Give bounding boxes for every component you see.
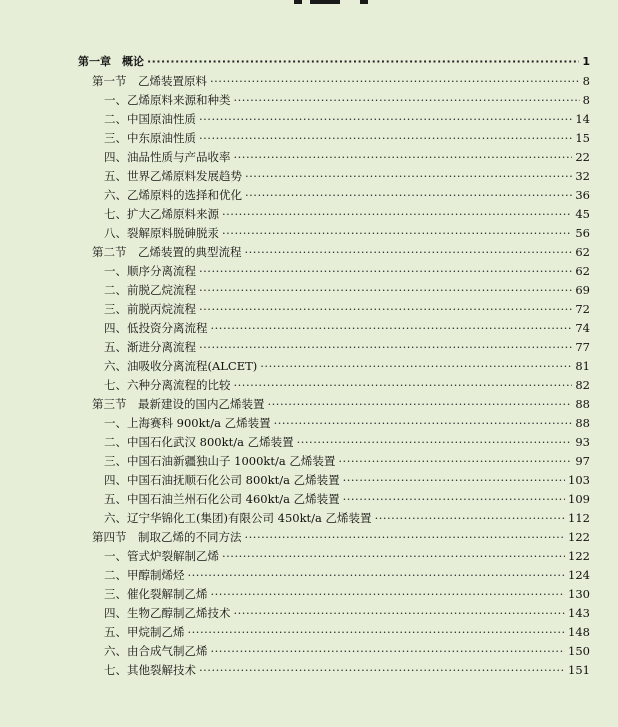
toc-leader-dots bbox=[260, 359, 572, 373]
toc-label: 二、中国石化武汉 800kt/a 乙烯装置 bbox=[104, 435, 294, 449]
toc-item[interactable] bbox=[78, 430, 590, 449]
toc-leader-dots bbox=[245, 530, 566, 544]
toc-leader-dots bbox=[199, 131, 572, 145]
toc-page-number: 97 bbox=[575, 454, 590, 468]
toc-leader-dots bbox=[245, 169, 572, 183]
toc-leader-dots bbox=[245, 188, 572, 202]
toc-page-number: 56 bbox=[575, 226, 590, 240]
toc-leader-dots bbox=[211, 644, 566, 658]
toc-page-number: 103 bbox=[568, 473, 590, 487]
toc-chapter[interactable] bbox=[78, 45, 590, 69]
toc-page-number: 72 bbox=[575, 302, 590, 316]
toc-label: 四、中国石油抚顺石化公司 800kt/a 乙烯装置 bbox=[104, 473, 340, 487]
toc-leader-dots bbox=[297, 435, 573, 449]
toc-leader-dots bbox=[338, 454, 572, 468]
toc-page-number: 45 bbox=[575, 207, 590, 221]
toc-label: 七、扩大乙烯原料来源 bbox=[104, 207, 219, 221]
toc-page-number: 88 bbox=[575, 397, 590, 411]
toc-item[interactable] bbox=[78, 373, 590, 392]
toc-page-number: 1 bbox=[582, 55, 590, 68]
toc-label: 五、渐进分离流程 bbox=[104, 340, 196, 354]
toc-item[interactable] bbox=[78, 582, 590, 601]
toc-leader-dots bbox=[210, 74, 580, 88]
toc-page-number: 8 bbox=[582, 93, 590, 107]
toc-item[interactable] bbox=[78, 145, 590, 164]
toc-leader-dots bbox=[199, 283, 572, 297]
toc-item[interactable] bbox=[78, 354, 590, 373]
toc-item[interactable] bbox=[78, 126, 590, 145]
toc-label: 七、六种分离流程的比较 bbox=[104, 378, 231, 392]
toc-item[interactable] bbox=[78, 88, 590, 107]
toc-page-number: 81 bbox=[575, 359, 590, 373]
toc-label: 一、顺序分离流程 bbox=[104, 264, 196, 278]
toc-page-number: 122 bbox=[568, 530, 590, 544]
toc-leader-dots bbox=[234, 378, 573, 392]
toc-label: 五、甲烷制乙烯 bbox=[104, 625, 185, 639]
toc-label: 二、中国原油性质 bbox=[104, 112, 196, 126]
toc-label: 二、甲醇制烯烃 bbox=[104, 568, 185, 582]
toc-label: 五、中国石油兰州石化公司 460kt/a 乙烯装置 bbox=[104, 492, 340, 506]
top-cut-off-title bbox=[290, 0, 380, 4]
toc-page-number: 14 bbox=[575, 112, 590, 126]
toc-section[interactable] bbox=[78, 392, 590, 411]
toc-label: 第一章 概论 bbox=[78, 55, 144, 68]
toc-leader-dots bbox=[234, 93, 580, 107]
toc-item[interactable] bbox=[78, 563, 590, 582]
table-of-contents bbox=[78, 45, 590, 677]
toc-item[interactable] bbox=[78, 297, 590, 316]
toc-item[interactable] bbox=[78, 506, 590, 525]
toc-label: 五、世界乙烯原料发展趋势 bbox=[104, 169, 242, 183]
toc-item[interactable] bbox=[78, 620, 590, 639]
toc-item[interactable] bbox=[78, 335, 590, 354]
toc-leader-dots bbox=[199, 112, 572, 126]
toc-item[interactable] bbox=[78, 278, 590, 297]
toc-page-number: 74 bbox=[575, 321, 590, 335]
toc-page-number: 124 bbox=[568, 568, 590, 582]
toc-item[interactable] bbox=[78, 601, 590, 620]
toc-leader-dots bbox=[211, 587, 566, 601]
toc-leader-dots bbox=[343, 473, 565, 487]
toc-page-number: 22 bbox=[575, 150, 590, 164]
toc-item[interactable] bbox=[78, 164, 590, 183]
toc-leader-dots bbox=[375, 511, 565, 525]
toc-label: 一、上海赛科 900kt/a 乙烯装置 bbox=[104, 416, 271, 430]
toc-label: 六、辽宁华锦化工(集团)有限公司 450kt/a 乙烯装置 bbox=[104, 511, 372, 525]
toc-label: 三、中国石油新疆独山子 1000kt/a 乙烯装置 bbox=[104, 454, 336, 468]
toc-label: 六、油吸收分离流程(ALCET) bbox=[104, 359, 258, 373]
toc-leader-dots bbox=[245, 245, 573, 259]
toc-leader-dots bbox=[199, 663, 565, 677]
toc-section[interactable] bbox=[78, 69, 590, 88]
toc-page-number: 109 bbox=[568, 492, 590, 506]
toc-leader-dots bbox=[211, 321, 573, 335]
toc-item[interactable] bbox=[78, 468, 590, 487]
toc-leader-dots bbox=[343, 492, 565, 506]
toc-page-number: 36 bbox=[575, 188, 590, 202]
toc-leader-dots bbox=[188, 625, 566, 639]
toc-page-number: 62 bbox=[575, 264, 590, 278]
toc-leader-dots bbox=[199, 264, 572, 278]
toc-label: 三、中东原油性质 bbox=[104, 131, 196, 145]
toc-item[interactable] bbox=[78, 639, 590, 658]
toc-page-number: 93 bbox=[575, 435, 590, 449]
toc-leader-dots bbox=[222, 549, 565, 563]
toc-label: 一、乙烯原料来源和种类 bbox=[104, 93, 231, 107]
toc-leader-dots bbox=[147, 55, 579, 69]
toc-item[interactable] bbox=[78, 221, 590, 240]
toc-leader-dots bbox=[234, 606, 566, 620]
toc-label: 第三节 最新建设的国内乙烯装置 bbox=[92, 397, 265, 411]
toc-label: 八、裂解原料脱砷脱汞 bbox=[104, 226, 219, 240]
toc-item[interactable] bbox=[78, 259, 590, 278]
toc-page-number: 8 bbox=[582, 74, 590, 88]
toc-label: 七、其他裂解技术 bbox=[104, 663, 196, 677]
toc-label: 六、乙烯原料的选择和优化 bbox=[104, 188, 242, 202]
toc-label: 第一节 乙烯装置原料 bbox=[92, 74, 207, 88]
toc-page-number: 62 bbox=[575, 245, 590, 259]
toc-label: 第二节 乙烯装置的典型流程 bbox=[92, 245, 242, 259]
toc-leader-dots bbox=[268, 397, 573, 411]
toc-item[interactable] bbox=[78, 316, 590, 335]
toc-leader-dots bbox=[188, 568, 566, 582]
toc-label: 二、前脱乙烷流程 bbox=[104, 283, 196, 297]
toc-page-number: 150 bbox=[568, 644, 590, 658]
toc-page-number: 82 bbox=[575, 378, 590, 392]
toc-page-number: 112 bbox=[568, 511, 590, 525]
toc-label: 四、低投资分离流程 bbox=[104, 321, 208, 335]
toc-item[interactable] bbox=[78, 449, 590, 468]
toc-label: 六、由合成气制乙烯 bbox=[104, 644, 208, 658]
toc-page-number: 88 bbox=[575, 416, 590, 430]
toc-leader-dots bbox=[199, 340, 572, 354]
toc-section[interactable] bbox=[78, 240, 590, 259]
toc-label: 三、催化裂解制乙烯 bbox=[104, 587, 208, 601]
toc-page-number: 151 bbox=[568, 663, 590, 677]
toc-page-number: 77 bbox=[575, 340, 590, 354]
toc-label: 一、管式炉裂解制乙烯 bbox=[104, 549, 219, 563]
toc-label: 第四节 制取乙烯的不同方法 bbox=[92, 530, 242, 544]
toc-leader-dots bbox=[222, 226, 572, 240]
toc-page-number: 69 bbox=[575, 283, 590, 297]
toc-leader-dots bbox=[234, 150, 573, 164]
toc-page-number: 143 bbox=[568, 606, 590, 620]
toc-page-number: 122 bbox=[568, 549, 590, 563]
toc-item[interactable] bbox=[78, 202, 590, 221]
toc-section[interactable] bbox=[78, 525, 590, 544]
toc-label: 四、生物乙醇制乙烯技术 bbox=[104, 606, 231, 620]
toc-page-number: 130 bbox=[568, 587, 590, 601]
toc-page-number: 32 bbox=[575, 169, 590, 183]
toc-item[interactable] bbox=[78, 411, 590, 430]
toc-leader-dots bbox=[274, 416, 573, 430]
toc-page-number: 148 bbox=[568, 625, 590, 639]
toc-page-number: 15 bbox=[575, 131, 590, 145]
toc-item[interactable] bbox=[78, 658, 590, 677]
toc-label: 四、油品性质与产品收率 bbox=[104, 150, 231, 164]
toc-label: 三、前脱丙烷流程 bbox=[104, 302, 196, 316]
toc-item[interactable] bbox=[78, 183, 590, 202]
toc-item[interactable] bbox=[78, 487, 590, 506]
toc-item[interactable] bbox=[78, 544, 590, 563]
toc-item[interactable] bbox=[78, 107, 590, 126]
toc-leader-dots bbox=[199, 302, 572, 316]
toc-leader-dots bbox=[222, 207, 572, 221]
